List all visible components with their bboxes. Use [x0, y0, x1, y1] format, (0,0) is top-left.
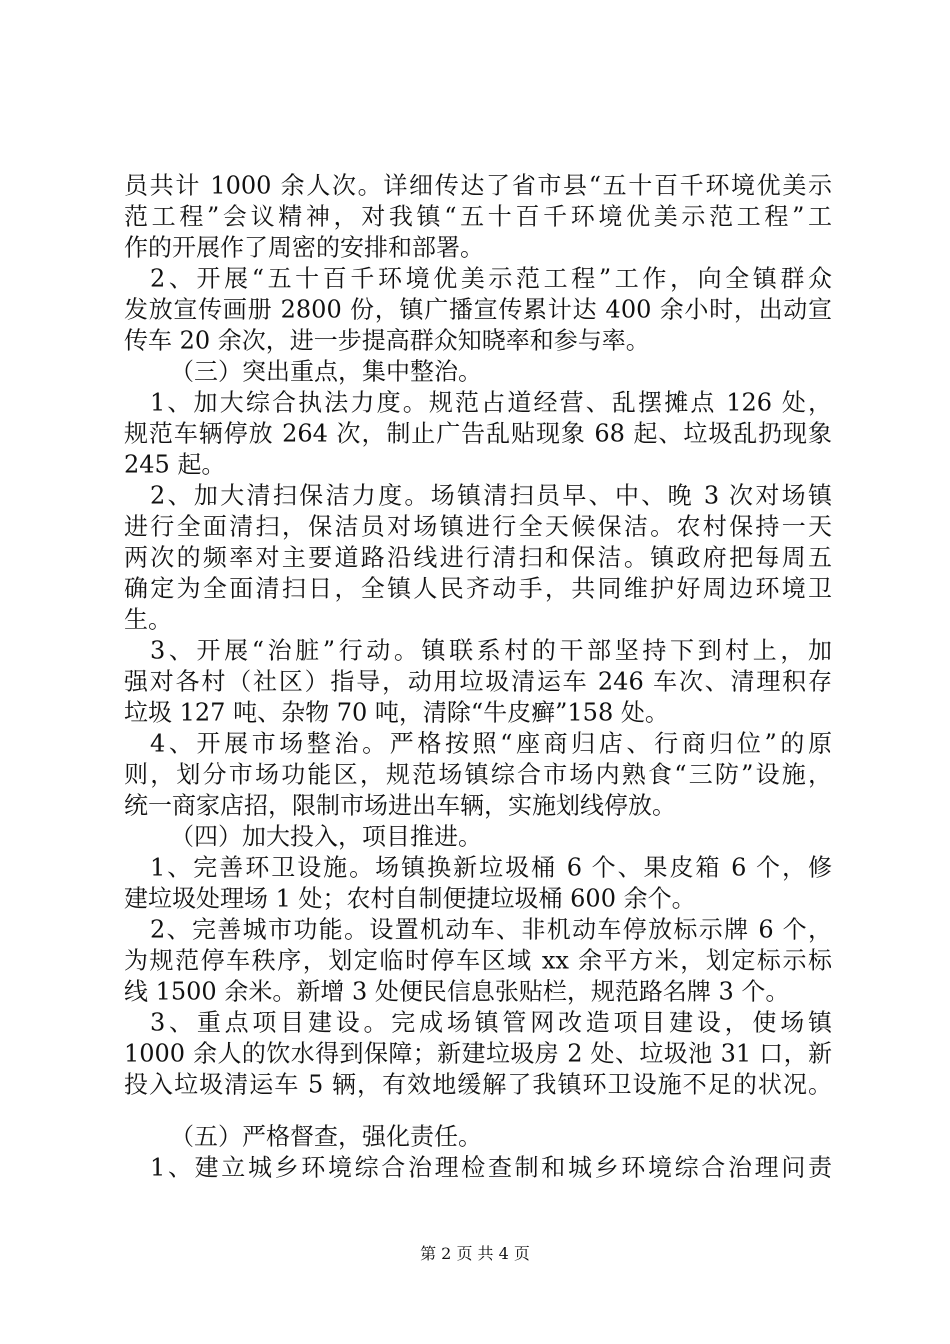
text-line: 4、开展市场整治。严格按照“座商归店、行商归位”的原: [150, 729, 832, 758]
text-line: 生。: [124, 605, 172, 634]
text-line: 1、建立城乡环境综合治理检查制和城乡环境综合治理问责: [150, 1153, 832, 1182]
text-line: 3、开展“治脏”行动。镇联系村的干部坚持下到村上，加: [150, 636, 832, 665]
text-line: 范工程”会议精神，对我镇“五十百千环境优美示范工程”工: [124, 202, 832, 231]
text-line: 则，划分市场功能区，规范场镇综合市场内熟食“三防”设施，: [124, 760, 832, 789]
text-line: 进行全面清扫，保洁员对场镇进行全天候保洁。农村保持一天: [124, 512, 832, 541]
text-line: 规范车辆停放 264 次，制止广告乱贴现象 68 起、垃圾乱扔现象: [124, 419, 832, 448]
text-line: 2、开展“五十百千环境优美示范工程”工作，向全镇群众: [150, 264, 832, 293]
text-line: 3、重点项目建设。完成场镇管网改造项目建设，使场镇: [150, 1008, 832, 1037]
text-line: 垃圾 127 吨、杂物 70 吨，清除“牛皮癣”158 处。: [124, 698, 669, 727]
text-line: 1、完善环卫设施。场镇换新垃圾桶 6 个、果皮箱 6 个，修: [150, 853, 832, 882]
text-line: 1000 余人的饮水得到保障；新建垃圾房 2 处、垃圾池 31 口，新: [124, 1039, 832, 1068]
text-line: 强对各村（社区）指导，动用垃圾清运车 246 车次、清理积存: [124, 667, 832, 696]
text-line: 线 1500 余米。新增 3 处便民信息张贴栏，规范路名牌 3 个。: [124, 977, 790, 1006]
section-heading: （五）严格督查，强化责任。: [170, 1122, 482, 1151]
text-line: 投入垃圾清运车 5 辆，有效地缓解了我镇环卫设施不足的状况。: [124, 1070, 832, 1099]
text-line: 两次的频率对主要道路沿线进行清扫和保洁。镇政府把每周五: [124, 543, 832, 572]
text-line: 统一商家店招，限制市场进出车辆，实施划线停放。: [124, 791, 676, 820]
section-heading: （三）突出重点，集中整治。: [170, 357, 482, 386]
text-line: 确定为全面清扫日，全镇人民齐动手，共同维护好周边环境卫: [124, 574, 832, 603]
text-line: 发放宣传画册 2800 份，镇广播宣传累计达 400 余小时，出动宣: [124, 295, 832, 324]
text-line: 作的开展作了周密的安排和部署。: [124, 233, 484, 262]
text-line: 员共计 1000 余人次。详细传达了省市县“五十百千环境优美示: [124, 171, 832, 200]
text-line: 传车 20 余次，进一步提高群众知晓率和参与率。: [124, 326, 650, 355]
text-line: 2、加大清扫保洁力度。场镇清扫员早、中、晚 3 次对场镇: [150, 481, 832, 510]
text-line: 为规范停车秩序，划定临时停车区域 xx 余平方米，划定标示标: [124, 946, 832, 975]
text-line: 建垃圾处理场 1 处；农村自制便捷垃圾桶 600 余个。: [124, 884, 696, 913]
text-line: 2、完善城市功能。设置机动车、非机动车停放标示牌 6 个，: [150, 915, 832, 944]
text-line: 245 起。: [124, 450, 226, 479]
page-footer: 第 2 页 共 4 页: [420, 1244, 530, 1263]
text-line: 1、加大综合执法力度。规范占道经营、乱摆摊点 126 处，: [150, 388, 832, 417]
section-heading: （四）加大投入，项目推进。: [170, 822, 482, 851]
